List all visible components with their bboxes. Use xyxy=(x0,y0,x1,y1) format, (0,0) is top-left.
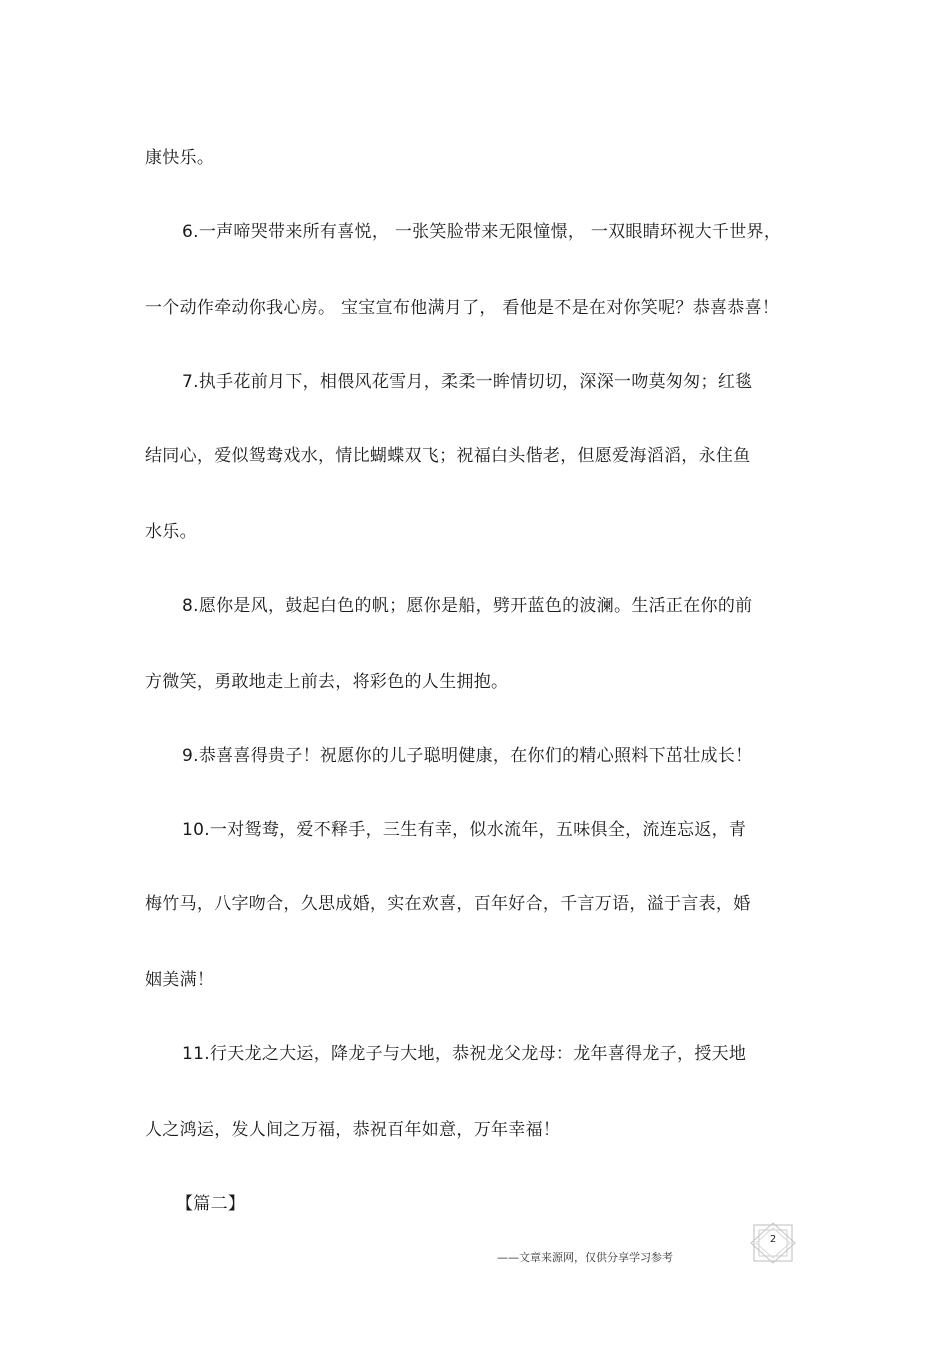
paragraph-line: 8.愿你是风，鼓起白色的帆；愿你是船，劈开蓝色的波澜。生活正在你的前 xyxy=(182,596,753,616)
paragraph-line: 6.一声啼哭带来所有喜悦， 一张笑脸带来无限憧憬， 一双眼睛环视大千世界， xyxy=(182,222,782,242)
paragraph-line: 结同心，爱似鸳鸯戏水，情比蝴蝶双飞；祝福白头偕老，但愿爱海滔滔，永住鱼 xyxy=(145,446,751,466)
paragraph-line: 梅竹马，八字吻合，久思成婚，实在欢喜，百年好合，千言万语，溢于言表，婚 xyxy=(145,894,751,914)
paragraph-line: 10.一对鸳鸯，爱不释手，三生有幸，似水流年，五味俱全，流连忘返，青 xyxy=(182,820,747,840)
page-number: 2 xyxy=(769,1234,777,1245)
paragraph-line: 姻美满！ xyxy=(145,970,215,990)
paragraph-line: 方微笑，勇敢地走上前去，将彩色的人生拥抱。 xyxy=(145,672,509,692)
paragraph-line: 人之鸿运，发人间之万福，恭祝百年如意，万年幸福！ xyxy=(145,1120,561,1140)
paragraph-line: 9.恭喜喜得贵子！祝愿你的儿子聪明健康，在你们的精心照料下茁壮成长！ xyxy=(182,746,753,766)
paragraph-line: 康快乐。 xyxy=(145,148,215,168)
paragraph-line: 11.行天龙之大运，降龙子与大地，恭祝龙父龙母：龙年喜得龙子，授天地 xyxy=(182,1044,747,1064)
page-number-badge xyxy=(750,1222,796,1264)
paragraph-line: 水乐。 xyxy=(145,522,197,542)
section-heading: 【篇二】 xyxy=(176,1194,246,1214)
footer-source-note: ——文章来源网，仅供分享学习参考 xyxy=(497,1251,673,1264)
paragraph-line: 7.执手花前月下，相偎风花雪月，柔柔一眸情切切，深深一吻莫匆匆；红毯 xyxy=(182,372,753,392)
paragraph-line: 一个动作牵动你我心房。 宝宝宣布他满月了， 看他是不是在对你笑呢？恭喜恭喜！ xyxy=(145,298,780,318)
